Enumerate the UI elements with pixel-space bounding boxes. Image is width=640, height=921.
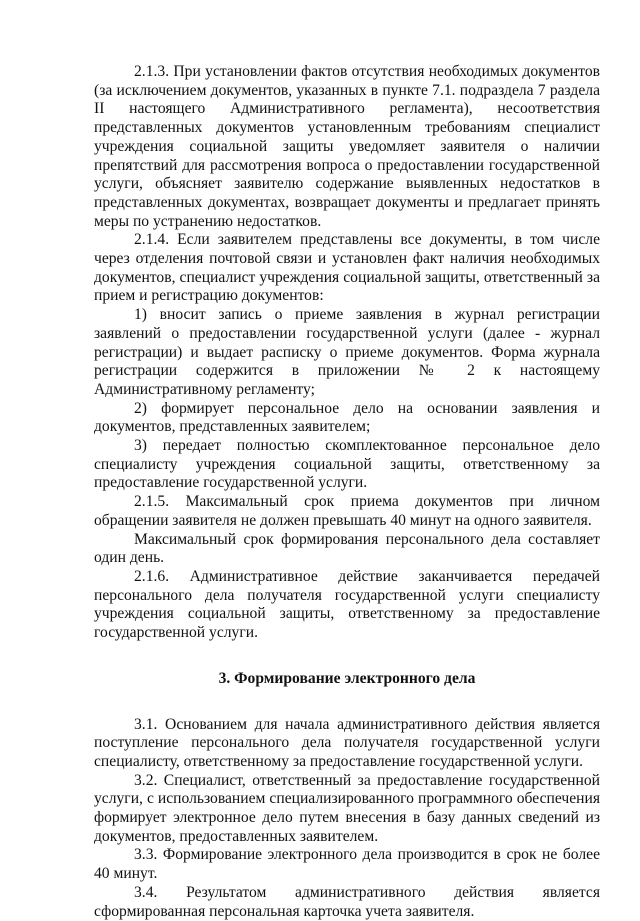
paragraph-2-1-6: 2.1.6. Административное действие заканчивается передачей персонального дела получателя государственной услуги специалисту учреждения социальной защиты, ответственному за предоставление государственной услуги. (94, 567, 600, 642)
paragraph-2-1-5: 2.1.5. Максимальный срок приема документов при личном обращении заявителя не должен превышать 40 минут на одного заявителя. (94, 493, 600, 529)
paragraph-2-1-4: 2.1.4. Если заявителем представлены все документы, в том числе через отделения почтовой связи и установлен факт наличия необходимых документов, специалист учреждения социальной защиты, ответственный за прием и регистрацию документов: (94, 231, 600, 305)
paragraph-max-term: Максимальный срок формирования персонального дела составляет один день. (94, 530, 600, 567)
paragraph-3-4: 3.4. Результатом административного действия является сформированная персональная карточка учета заявителя. (94, 883, 600, 920)
paragraph-2-1-3: 2.1.3. При установлении фактов отсутствия необходимых документов (за исключением документов, указанных в пункте 7.1. подраздела 7 раздела II настоящего Административного регламента), несоответствия представленных документов установленным требованиям специалист учреждения социальной защиты уведомляет заявителя о наличии препятствий для рассмотрения вопроса о предоставлении государственной услуги, объясняет заявителю содержание выявленных недостатков в представленных документах, возвращает документы и предлагает принять меры по устранению недостатков. (94, 63, 600, 230)
list-item-3: 3) передает полностью скомплектованное персональное дело специалисту учреждения социальной защиты, ответственному за предоставление государственной услуги. (94, 437, 600, 492)
section-heading: 3. Формирование электронного дела (218, 669, 476, 687)
paragraph-3-1: 3.1. Основанием для начала административного действия является поступление персонального дела получателя государственной услуги специалисту, ответственному за предоставление государственной услуги. (94, 715, 600, 770)
list-item-2: 2) формирует персональное дело на основании заявления и документов, представленных заявителем; (94, 399, 600, 436)
list-item-1: 1) вносит запись о приеме заявления в журнал регистрации заявлений о предоставлении государственной услуги (далее - журнал регистрации) и выдает расписку о приеме документов. Форма журнала регистрации содержится в приложении № 2 к настоящему Административному регламенту; (94, 306, 600, 398)
paragraph-3-3: 3.3. Формирование электронного дела производится в срок не более 40 минут. (94, 846, 600, 883)
paragraph-3-2: 3.2. Специалист, ответственный за предоставление государственной услуги, с использованием специализированного программного обеспечения формирует электронное дело путем внесения в базу данных сведений из документов, предоставленных заявителем. (94, 771, 600, 845)
